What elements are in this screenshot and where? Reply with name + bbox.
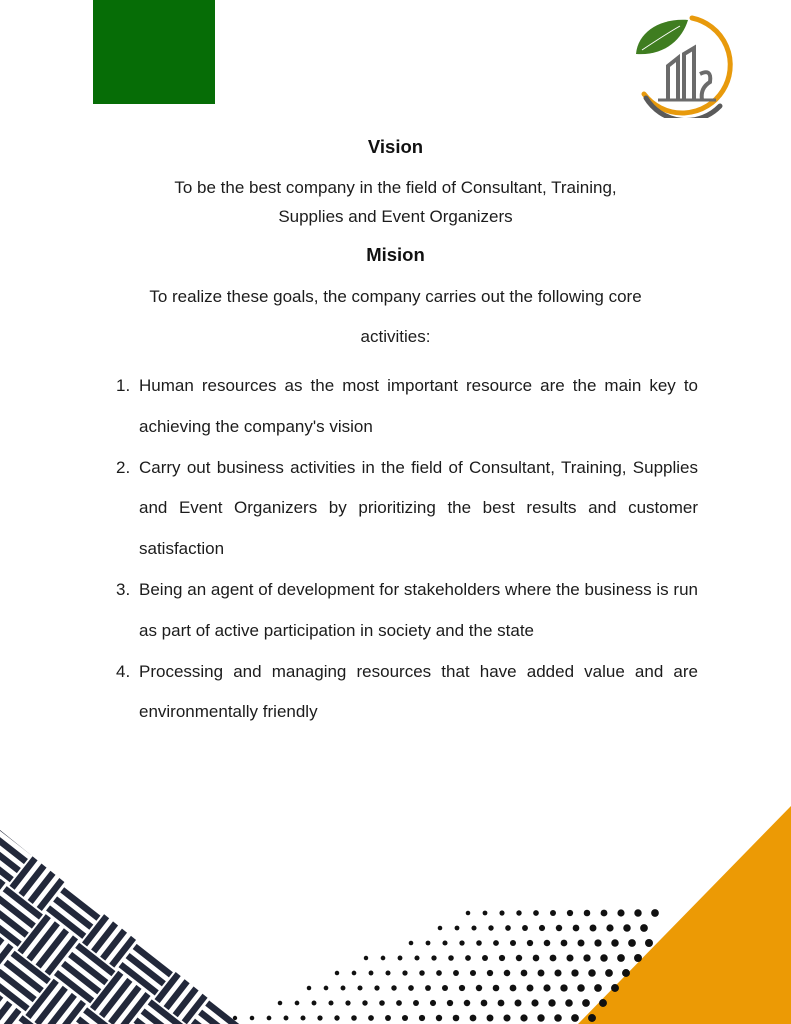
list-item-text: Carry out business activities in the field of Consultant, Training, Supplies and Event Organizers by prioritizing the best results and customer satisfaction xyxy=(139,457,698,559)
mission-intro-line-2: activities: xyxy=(360,327,431,346)
mission-intro-line-1: To realize these goals, the company carries out the following core xyxy=(149,287,642,306)
list-item-text: Processing and managing resources that have added value and are environmentally friendly xyxy=(139,661,698,722)
vision-heading: Vision xyxy=(367,136,424,157)
list-item-text: Human resources as the most important resource are the main key to achieving the company's vision xyxy=(139,376,698,436)
weave-pattern xyxy=(0,692,344,1024)
list-item-text: Being an agent of development for stakeholders where the business is run as part of active participation in society and the state xyxy=(139,579,698,640)
orange-triangle xyxy=(578,806,791,1024)
list-item-number: 4. xyxy=(116,661,131,681)
vision-text-line-1: To be the best company in the field of Consultant, Training, xyxy=(174,178,617,197)
vision-text-line-2: Supplies and Event Organizers xyxy=(278,207,513,226)
list-item-number: 3. xyxy=(116,579,131,599)
list-item-number: 2. xyxy=(116,457,131,477)
list-item-number: 1. xyxy=(116,376,131,395)
mission-heading: Mision xyxy=(366,244,425,265)
dot-pattern xyxy=(233,909,659,1022)
